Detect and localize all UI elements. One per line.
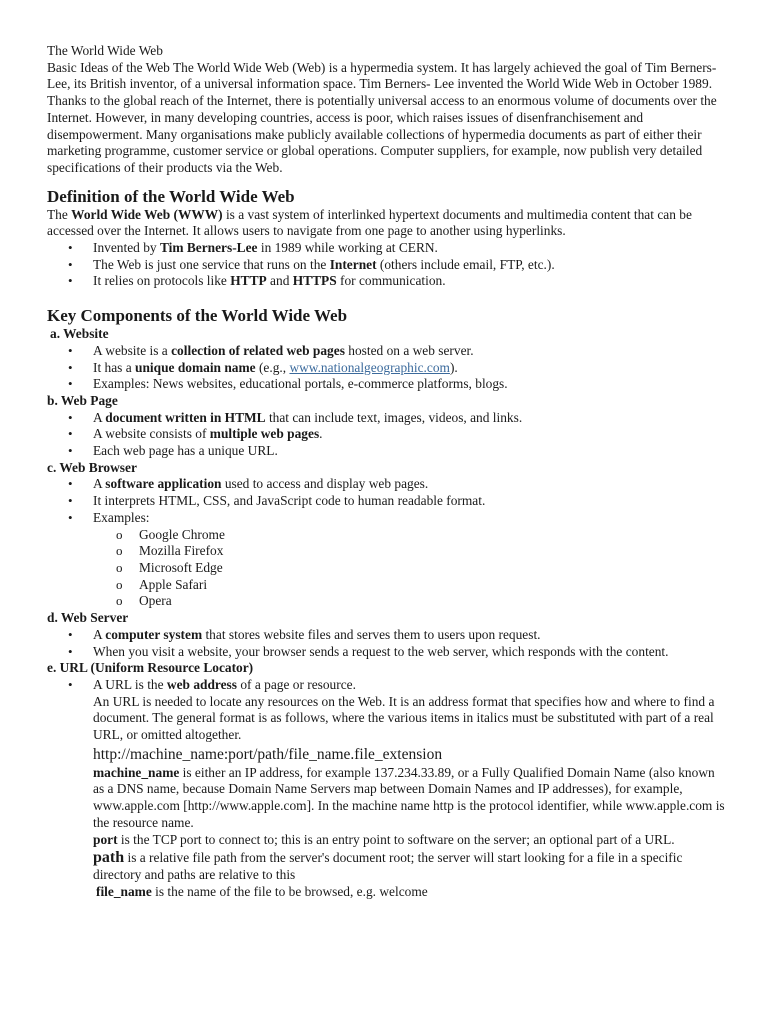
document-page [47,43,727,900]
list-item: • Invented by Tim Berners-Lee in 1989 while working at CERN. [93,240,727,257]
list-item: • Examples: News websites, educational portals, e-commerce platforms, blogs. [93,376,727,393]
url-details [93,694,727,901]
webbrowser-subheading: c. Web Browser [47,459,137,475]
list-item: • It relies on protocols like HTTP and HTTPS for communication. [93,273,727,290]
components-heading: Key Components of the World Wide Web [47,306,348,326]
webbrowser-list [47,476,727,610]
file-name-paragraph: file_name is the name of the file to be browsed, e.g. welcome [96,883,428,899]
port-paragraph: port is the TCP port to connect to; this is an entry point to software on the server; an optional part of a URL. [93,831,675,847]
path-paragraph: path is a relative file path from the server's document root; the server will start looking for a file in a specific directory and paths are relative to this [93,849,683,882]
list-item: • Examples: o Google Chrome o Mozilla Firefox o Microsoft Edge o Apple Safari o Opera [93,510,727,610]
browser-examples-list [93,527,727,611]
list-item: • Each web page has a unique URL. [93,443,727,460]
list-item: • A website is a collection of related web pages hosted on a web server. [93,343,727,360]
webpage-list [47,410,727,460]
list-item: • When you visit a website, your browser sends a request to the web server, which responds with the content. [93,644,727,661]
list-item: • It has a unique domain name (e.g., www.nationalgeographic.com). [93,360,727,377]
webserver-subheading: d. Web Server [47,610,129,626]
webpage-subheading: b. Web Page [47,392,118,408]
browser-item: o Opera [139,593,727,610]
intro-paragraph-1: Basic Ideas of the Web The World Wide Web (Web) is a hypermedia system. It has largely achieved the goal of Tim Berners- Lee, its British inventor, of a universal information space. Tim Berners- Lee invented the World Wide Web in October 1989. [47,59,717,92]
website-subheading: a. Website [50,326,109,342]
url-format: http://machine_name:port/path/file_name.file_extension [93,745,443,763]
list-item: • A document written in HTML that can include text, images, videos, and links. [93,410,727,427]
list-item: • A computer system that stores website files and serves them to users upon request. [93,627,727,644]
machine-name-paragraph: machine_name is either an IP address, for example 137.234.33.89, or a Fully Qualified Domain Name (also known as a DNS name, because Domain Name Servers map between Domain Names and IP addresses), for example, www.apple.com [http://www.apple.com]. In the machine name http is the protocol identifier, while www.apple.com is the resource name. [93,764,725,830]
list-item: • A URL is the web address of a page or resource. [93,677,727,694]
list-item: • The Web is just one service that runs on the Internet (others include email, FTP, etc.). [93,257,727,274]
browser-item: o Apple Safari [139,577,727,594]
url-subheading: e. URL (Uniform Resource Locator) [47,660,254,676]
browser-item: o Mozilla Firefox [139,543,727,560]
webserver-list [47,627,727,660]
definition-paragraph: The World Wide Web (WWW) is a vast system of interlinked hypertext documents and multimedia content that can be accessed over the Internet. It allows users to navigate from one page to another using hyperlinks. [47,206,692,239]
browser-item: o Google Chrome [139,527,727,544]
definition-list [47,240,727,290]
url-list [47,677,727,694]
intro-paragraph-2: Thanks to the global reach of the Internet, there is potentially universal access to an enormous volume of documents over the Internet. However, in many developing countries, access is poor, which raises issues of disenfranchisement and disempowerment. Many organisations make publicly available collections of hypermedia documents as part of either their marketing programme, customer service or global operations. Computer suppliers, for example, now publish very detailed specifications of their products via the Web. [47,93,717,175]
url-paragraph: An URL is needed to locate any resources on the Web. It is an address format that specifies how and where to find a document. The general format is as follows, where the various items in italics must be substituted with part of a real URL, or omitted altogether. [93,693,715,743]
doc-title: The World Wide Web [47,43,163,58]
list-item: • A website consists of multiple web pages. [93,426,727,443]
list-item: • A software application used to access and display web pages. [93,476,727,493]
browser-item: o Microsoft Edge [139,560,727,577]
website-list [47,343,727,393]
list-item: • It interprets HTML, CSS, and JavaScript code to human readable format. [93,493,727,510]
definition-heading: Definition of the World Wide Web [47,186,295,206]
nationalgeographic-link[interactable]: www.nationalgeographic.com [289,359,450,375]
